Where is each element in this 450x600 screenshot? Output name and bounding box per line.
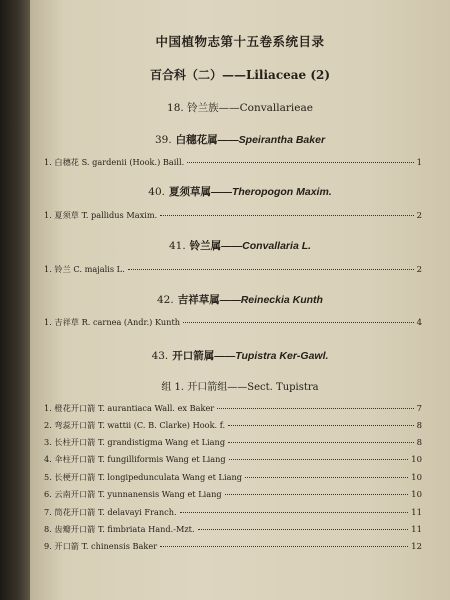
toc-entry[interactable]: [44, 264, 422, 277]
genus-chinese-name: 夏须草属: [168, 186, 211, 198]
tribe-heading: 18. 铃兰族——Convallarieae: [167, 102, 313, 114]
genus-latin-name: ——Tupistra Ker-Gawl.: [214, 350, 329, 362]
genus-heading: [30, 238, 450, 253]
page-number: 12: [411, 542, 422, 552]
genus-latin-name: ——Theropogon Maxim.: [210, 186, 332, 198]
dot-leader: [187, 162, 413, 163]
dot-leader: [198, 529, 409, 530]
page-number: 10: [411, 455, 422, 465]
toc-entry[interactable]: [44, 541, 422, 554]
genus-heading: [30, 132, 450, 147]
dot-leader: [228, 442, 414, 443]
toc-entry[interactable]: [44, 507, 422, 520]
entry-text: 3. 长柱开口箭 T. grandistigma Wang et Liang: [44, 437, 226, 447]
genus-chinese-name: 开口箭属: [172, 350, 215, 362]
genus-latin-name: ——Speirantha Baker: [217, 134, 326, 146]
dot-leader: [160, 546, 408, 547]
page-number: 10: [411, 490, 422, 500]
entry-text: 7. 筒花开口箭 T. delavayi Franch.: [44, 507, 177, 517]
genus-chinese-name: 白穗花属: [175, 134, 218, 146]
page-title: 中国植物志第十五卷系统目录: [155, 34, 325, 49]
entry-text: 1. 橙花开口箭 T. aurantiaca Wall. ex Baker: [44, 403, 215, 413]
dot-leader: [245, 477, 408, 478]
entry-text: 1. 铃兰 C. majalis L.: [44, 264, 125, 274]
toc-entry[interactable]: [44, 403, 422, 416]
book-binding: [0, 0, 34, 600]
page-number: 10: [411, 473, 422, 483]
entry-text: 1. 夏须草 T. pallidus Maxim.: [44, 210, 158, 220]
entry-text: 6. 云南开口箭 T. yunnanensis Wang et Liang: [44, 489, 222, 499]
dot-leader: [225, 494, 409, 495]
dot-leader: [217, 408, 413, 409]
toc-entry[interactable]: [44, 489, 422, 502]
toc-entry[interactable]: [44, 454, 422, 467]
toc-entry[interactable]: [44, 437, 422, 450]
page-number: 4: [416, 318, 422, 328]
page-number: 8: [416, 421, 422, 431]
genus-number: 43.: [151, 350, 169, 362]
genus-number: 40.: [148, 186, 165, 198]
dot-leader: [229, 459, 409, 460]
genus-latin-name: ——Convallaria L.: [221, 240, 312, 252]
toc-entry[interactable]: [44, 210, 422, 223]
entry-text: 9. 开口箭 T. chinensis Baker: [44, 541, 158, 551]
toc-entry[interactable]: [44, 317, 422, 330]
toc-entry[interactable]: [44, 472, 422, 485]
toc-entry[interactable]: [44, 157, 422, 170]
genus-latin-name: ——Reineckia Kunth: [219, 294, 323, 306]
book-page: [30, 0, 450, 600]
page-number: 1: [416, 158, 422, 168]
genus-heading: [30, 292, 450, 307]
dot-leader: [183, 322, 414, 323]
page-number: 2: [416, 265, 422, 275]
toc-entry[interactable]: [44, 524, 422, 537]
page-number: 2: [416, 211, 422, 221]
page-number: 8: [416, 438, 422, 448]
page-number: 11: [411, 525, 422, 535]
genus-number: 42.: [157, 294, 174, 306]
genus-chinese-name: 铃兰属: [189, 240, 222, 252]
family-heading: 百合科（二）——Liliaceae (2): [149, 68, 331, 82]
dot-leader: [228, 425, 413, 426]
dot-leader: [160, 215, 413, 216]
entry-text: 8. 齿瓣开口箭 T. fimbriata Hand.-Mzt.: [44, 524, 195, 534]
entry-text: 5. 长梗开口箭 T. longipedunculata Wang et Liang: [44, 472, 242, 482]
genus-heading: [30, 184, 450, 199]
entry-text: 4. 伞柱开口箭 T. fungilliformis Wang et Liang: [44, 454, 226, 464]
page-number: 7: [416, 404, 422, 414]
genus-heading: [30, 348, 450, 363]
genus-number: 41.: [168, 240, 186, 252]
section-heading: 组 1. 开口箭组——Sect. Tupistra: [161, 382, 319, 393]
entry-text: 1. 吉祥草 R. carnea (Andr.) Kunth: [44, 317, 181, 327]
dot-leader: [128, 269, 414, 270]
entry-text: 2. 弯蕊开口箭 T. wattii (C. B. Clarke) Hook. f.: [44, 420, 226, 430]
dot-leader: [180, 512, 409, 513]
genus-number: 39.: [154, 134, 172, 146]
genus-chinese-name: 吉祥草属: [177, 294, 220, 306]
page-number: 11: [411, 508, 422, 518]
entry-text: 1. 白穗花 S. gardenii (Hook.) Baill.: [44, 157, 185, 167]
toc-entry[interactable]: [44, 420, 422, 433]
